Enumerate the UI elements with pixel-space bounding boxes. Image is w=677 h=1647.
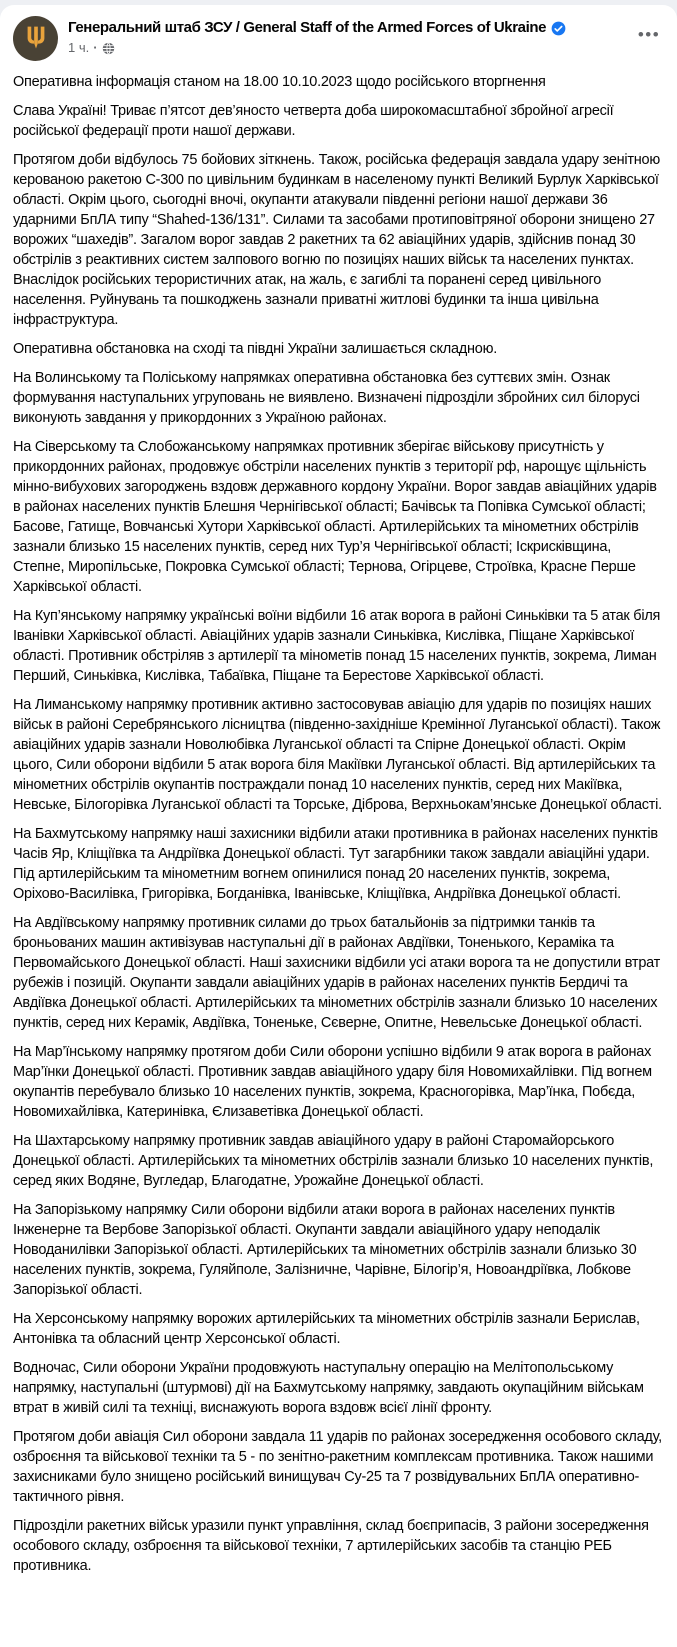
post-paragraph: На Бахмутському напрямку наші захисники відбили атаки противника в районах населених пунктів Часів Яр, Кліщіївка та Андріївка Донецької області. Тут загарбники також завдали авіаційні удари. Під артилерійським та мінометним вогнем опинилися понад 20 населених пунктів, зокрема, Оріхово-Василівка, Григорівка, Богданівка, Іванівське, Кліщіївка, Андріївка Донецької області. [13, 826, 658, 902]
post-timestamp[interactable]: 1 ч. [68, 40, 90, 55]
post-paragraph: На Авдіївському напрямку противник силами до трьох батальйонів за підтримки танків та броньованих машин активізував наступальні дії в районах Авдіївки, Тоненького, Кераміка та Первомайського Донецької області. Наші захисники відбили усі атаки ворога та не допустили втрат рубежів і позицій. Окупанти завдали авіаційних ударів в районах населених пунктів Бердичі та Авдіївка Донецької області. Артилерійських та мінометних обстрілів зазнали близько 10 населених пунктів, серед них Керамік, Авдіївка, Тоненьке, Сєверне, Опитне, Невельське Донецької області. [13, 915, 661, 1031]
page-avatar[interactable] [13, 16, 58, 61]
post-paragraph: Протягом доби авіація Сил оборони завдала 11 ударів по районах зосередження особового складу, озброєння та військової техніки та 5 - по зенітно-ракетним комплексам противника. Також нашими захисниками було знищено російський винищувач Су-25 та 7 розвідувальних БпЛА оперативно-тактичного рівня. [13, 1429, 662, 1505]
post-paragraph: На Запорізькому напрямку Сили оборони відбили атаки ворога в районах населених пунктів Інженерне та Вербове Запорізької області. Окупанти завдали авіаційного удару неподалік Новоданилівки Запорізької області. Артилерійських та мінометних обстрілів зазнали близько 30 населених пунктів, зокрема, Гуляйполе, Залізничне, Чарівне, Білогір’я, Новоандріївка, Лобкове Запорізької області. [13, 1202, 637, 1298]
post-paragraph: На Волинському та Поліському напрямках оперативна обстановка без суттєвих змін. Ознак формування наступальних угруповань не виявлено. Визначені підрозділи збройних сил білорусі виконують завдання у прикордонних з Україною районах. [13, 370, 640, 426]
more-options-button[interactable] [631, 20, 667, 56]
post-paragraph: На Шахтарському напрямку противник завдав авіаційного удару в районі Старомайорського Донецької області. Артилерійських та мінометних обстрілів зазнали близько 10 населених пунктів, серед яких Водяне, Вугледар, Благодатне, Урожайне Донецької області. [13, 1133, 654, 1189]
post-header [0, 5, 677, 61]
post-meta [68, 40, 631, 56]
post-paragraph: На Мар’їнському напрямку протягом доби Сили оборони успішно відбили 9 атак ворога в районах Мар’їнки Донецької області. Противник завдав авіаційного удару біля Новомихайлівки. Під вогнем окупантів перебувало близько 10 населених пунктів, зокрема, Красногорівка, Мар’їнка, Побєда, Новомихайлівка, Катеринівка, Єлизаветівка Донецької області. [13, 1044, 652, 1120]
post-paragraph: Підрозділи ракетних військ уразили пункт управління, склад боєприпасів, 3 райони зосередження особового складу, озброєння та військової техніки, 7 артилерійських засобів та станцію РЕБ противника. [13, 1518, 649, 1574]
ukraine-trident-icon [23, 25, 49, 53]
verified-badge-icon [551, 21, 566, 36]
post-paragraph: На Сіверському та Слобожанському напрямках противник зберігає військову присутність у прикордонних районах, продовжує обстріли населених пунктів з території рф, нарощує щільність мінно-вибухових загороджень вздовж державного кордону України. Ворог завдав авіаційних ударів в районах населених пунктів Блешня Чернігівської області; Бачівськ та Попівка Сумської області; Басове, Гатище, Вовчанські Хутори Харківської області. Артилерійських та мінометних обстрілів зазнали близько 15 населених пунктів, серед них Тур’я Чернігівської області; Іскрисківщина, Степне, Миропільське, Покровка Сумської області; Тернова, Огірцеве, Строївка, Красне Перше Харківської області. [13, 439, 657, 595]
post-paragraph: На Куп’янському напрямку українські воїни відбили 16 атак ворога в районі Синьківки та 5 атак біля Іванівки Харківської області. Авіаційних ударів зазнали Синьківка, Кислівка, Піщане Харківської області. Противник обстріляв з артилерії та мінометів понад 15 населених пунктів, зокрема, Лиман Перший, Синьківка, Кислівка, Табаївка, Піщане та Берестове Харківської області. [13, 608, 661, 684]
globe-public-icon [102, 42, 115, 55]
post-paragraph: Водночас, Сили оборони України продовжують наступальну операцію на Мелітопольському напрямку, наступальні (штурмові) дії на Бахмутському напрямку, завдають окупаційним військам втрат в живій силі та техніці, виснажують ворога вздовж всієї лінії фронту. [13, 1360, 644, 1416]
ellipsis-menu-icon: ••• [637, 24, 661, 44]
meta-separator: · [93, 40, 98, 55]
post-paragraph: Слава Україні! Триває п’ятсот дев’яносто четверта доба широкомасштабної збройної агресії російської федерації проти нашої держави. [13, 103, 614, 139]
post-paragraph: Оперативна обстановка на сході та півдні України залишається складною. [13, 341, 497, 357]
post-body [0, 61, 677, 1592]
post-paragraph: На Лиманському напрямку противник активно застосовував авіацію для ударів по позиціях наших військ в районі Серебрянського лісництва (південно-західніше Кремінної Луганської області). Також авіаційних ударів зазнали Новолюбівка Луганської області та Спірне Донецької області. Окрім цього, Сили оборони відбили 5 атак ворога біля Макіївки Луганської області. Від артилерійських та мінометних обстрілів окупантів постраждали понад 10 населених пунктів, серед них Макіївка, Невське, Білогорівка Луганської області та Торське, Діброва, Верхньокам’янське Донецької області. [13, 697, 662, 813]
post-paragraph: Протягом доби відбулось 75 бойових зіткнень. Також, російська федерація завдала удару зенітною керованою ракетою С-300 по цивільним будинкам в населеному пункті Великий Бурлук Харківської області. Окрім цього, сьогодні вночі, окупанти атакували південні регіони нашої держави 36 ударними БпЛА типу “Shahed-136/131”. Силами та засобами протиповітряної оборони знищено 27 ворожих “шахедів”. Загалом ворог завдав 2 ракетних та 62 авіаційних ударів, здійснив понад 30 обстрілів з реактивних систем залпового вогню по позиціях наших військ та населених пунктах. Внаслідок російських терористичних атак, на жаль, є загиблі та поранені серед цивільного населення. Руйнувань та пошкоджень зазнали приватні житлові будинки та інша цивільна інфраструктура. [13, 152, 660, 328]
post-paragraph: На Херсонському напрямку ворожих артилерійських та мінометних обстрілів зазнали Берислав, Антонівка та обласний центр Херсонської області. [13, 1311, 640, 1347]
post-header-text [68, 16, 631, 56]
page-name-link[interactable]: Генеральний штаб ЗСУ / General Staff of the Armed Forces of Ukraine [68, 19, 547, 36]
post-paragraph: Оперативна інформація станом на 18.00 10.10.2023 щодо російського вторгнення [13, 74, 546, 90]
post-card [0, 5, 677, 1647]
